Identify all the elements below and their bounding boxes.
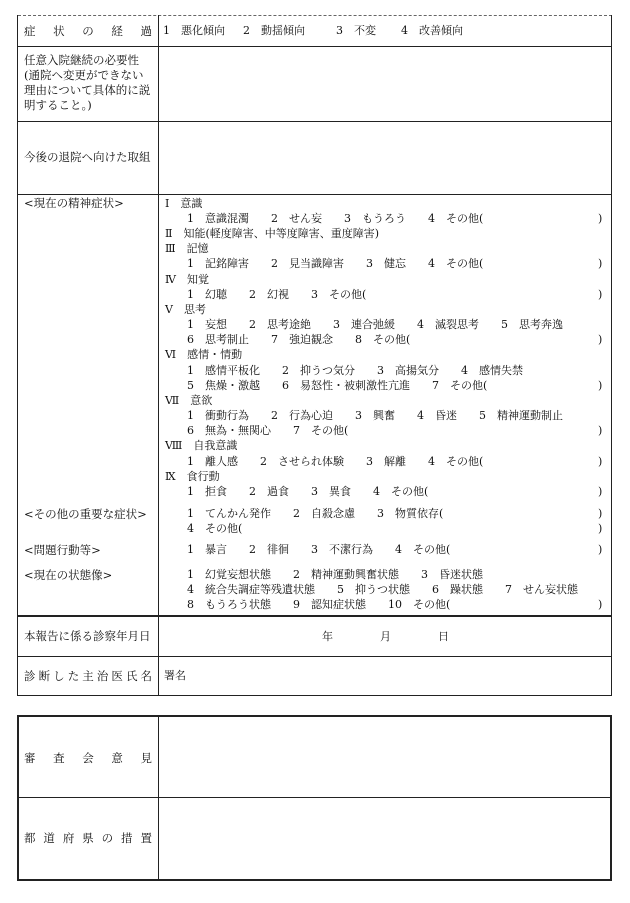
voluntary-label-line: 明すること。) [24, 98, 92, 112]
symptom-option-line[interactable]: 5 焦燥・激越 6 易怒性・被刺激性亢進 7 その他( [187, 379, 488, 392]
close-paren: ) [598, 379, 603, 392]
review-label-char: 会 [82, 751, 94, 765]
lower-table-top-border [17, 715, 612, 717]
close-paren: ) [598, 507, 603, 520]
bottom-border [17, 695, 612, 696]
doctor-label-char: た [67, 669, 80, 683]
voluntary-label-line: 任意入院継続の必要性 [24, 53, 139, 67]
state-line[interactable]: 8 もうろう状態 9 認知症状態 10 その他( [187, 598, 451, 611]
row-divider [17, 46, 612, 47]
prefecture-label-char: 県 [82, 831, 94, 845]
state-label: <現在の状態像> [24, 568, 113, 582]
prefecture-label-char: 府 [62, 831, 75, 845]
prefecture-label-char: 置 [140, 831, 152, 845]
doctor-label-char: 治 [96, 669, 109, 683]
lower-table-bottom-border [17, 879, 612, 881]
row-divider [17, 656, 612, 657]
close-paren: ) [598, 212, 603, 225]
prefecture-label [24, 831, 152, 846]
course-label-char: 経 [111, 24, 123, 38]
symptom-option-line[interactable]: 6 無為・無関心 7 その他( [187, 424, 349, 437]
symptom-option-line[interactable]: 1 離人感 2 させられ体験 3 解離 4 その他( [187, 455, 484, 468]
symptom-option-line[interactable]: 1 意識混濁 2 せん妄 3 もうろう 4 その他( [187, 212, 484, 225]
doctor-label-char: 診 [24, 669, 36, 683]
course-option[interactable]: 1 悪化傾向 [163, 24, 225, 37]
symptom-option-line[interactable]: 6 思考制止 7 強迫観念 8 その他( [187, 333, 411, 346]
state-line[interactable]: 4 統合失調症等残遺状態 5 抑うつ状態 6 躁状態 7 せん妄状態 [187, 583, 578, 596]
review-label-char: 見 [140, 751, 152, 765]
prefecture-label-char: 都 [24, 831, 36, 845]
symptom-category[interactable]: Ⅰ 意識 [165, 197, 203, 210]
review-label-char: 意 [111, 751, 123, 765]
doctor-label-char: 医 [111, 669, 123, 683]
symptom-category[interactable]: Ⅲ 記憶 [165, 242, 209, 255]
lower-row-divider [17, 797, 612, 798]
course-label-char: 症 [24, 24, 36, 38]
state-line[interactable]: 1 幻覚妄想状態 2 精神運動興奮状態 3 昏迷状態 [187, 568, 483, 581]
exam-year[interactable]: 年 [322, 630, 333, 643]
symptom-option-line[interactable]: 1 妄想 2 思考途絶 3 連合弛緩 4 滅裂思考 5 思考奔逸 [187, 318, 563, 331]
doctor-label-char: 氏 [125, 669, 138, 683]
mental-symptoms-label: <現在の精神症状> [24, 196, 124, 210]
prefecture-label-char: 道 [43, 831, 55, 845]
prefecture-label-char: 措 [121, 831, 133, 845]
row-divider [17, 194, 612, 195]
prefecture-label-char: の [101, 831, 114, 845]
voluntary-label-line: 理由について具体的に説 [24, 83, 151, 97]
review-label-char: 査 [53, 751, 65, 765]
behavior-label: <問題行動等> [24, 543, 101, 557]
exam-day[interactable]: 日 [438, 630, 449, 643]
symptom-category[interactable]: Ⅱ 知能(軽度障害、中等度障害、重度障害) [165, 227, 380, 240]
review-label-char: 審 [24, 751, 36, 765]
review-label [24, 751, 152, 766]
voluntary-input-area[interactable] [160, 48, 610, 120]
doctor-label-char: 名 [140, 669, 152, 683]
course-option[interactable]: 2 動揺傾向 [243, 24, 305, 37]
symptom-category[interactable]: Ⅷ 自我意識 [165, 439, 238, 452]
course-option[interactable]: 3 不変 [336, 24, 376, 37]
symptom-category[interactable]: Ⅴ 思考 [165, 303, 206, 316]
symptom-option-line[interactable]: 1 拒食 2 過食 3 異食 4 その他( [187, 485, 429, 498]
review-input-area[interactable] [160, 718, 609, 796]
symptom-option-line[interactable]: 1 幻聴 2 幻視 3 その他( [187, 288, 367, 301]
label-column-divider [158, 15, 159, 616]
doctor-label-char: 断 [38, 669, 51, 683]
close-paren: ) [598, 598, 603, 611]
doctor-label-char: 主 [82, 669, 94, 683]
symptom-category[interactable]: Ⅳ 知覚 [165, 273, 209, 286]
close-paren: ) [598, 424, 603, 437]
doctor-label [24, 669, 152, 684]
exam-month[interactable]: 月 [380, 630, 391, 643]
symptom-option-line[interactable]: 1 記銘障害 2 見当識障害 3 健忘 4 その他( [187, 257, 484, 270]
course-option[interactable]: 4 改善傾向 [401, 24, 463, 37]
behavior-line[interactable]: 1 暴言 2 徘徊 3 不潔行為 4 その他( [187, 543, 451, 556]
symptom-option-line[interactable]: 1 感情平板化 2 抑うつ気分 3 高揚気分 4 感情失禁 [187, 364, 523, 377]
close-paren: ) [598, 543, 603, 556]
outer-right-border [611, 15, 612, 616]
other-symptom-line[interactable]: 1 てんかん発作 2 自殺念慮 3 物質依存( [187, 507, 444, 520]
symptom-category[interactable]: Ⅸ 食行動 [165, 470, 220, 483]
close-paren: ) [598, 455, 603, 468]
course-label [24, 24, 152, 39]
discharge-label: 今後の退院へ向けた取組 [24, 150, 151, 164]
close-paren: ) [598, 333, 603, 346]
course-label-char: 状 [53, 24, 65, 38]
other-symptoms-label: <その他の重要な症状> [24, 507, 147, 521]
top-dashed-border [18, 15, 612, 16]
close-paren: ) [598, 522, 603, 535]
close-paren: ) [598, 485, 603, 498]
close-paren: ) [598, 288, 603, 301]
close-paren: ) [598, 257, 603, 270]
symptom-category[interactable]: Ⅶ 意欲 [165, 394, 213, 407]
row-divider-thick [17, 615, 612, 617]
doctor-label-char: し [53, 669, 65, 683]
symptom-category[interactable]: Ⅵ 感情・情動 [165, 348, 243, 361]
doctor-signature-field[interactable]: 署名 [164, 669, 186, 682]
prefecture-input-area[interactable] [160, 799, 609, 878]
voluntary-label-line: (通院へ変更ができない [24, 68, 144, 82]
outer-left-border [17, 15, 18, 616]
other-symptom-line[interactable]: 4 その他( [187, 522, 243, 535]
course-label-char: 過 [140, 24, 152, 38]
symptom-option-line[interactable]: 1 衝動行為 2 行為心迫 3 興奮 4 昏迷 5 精神運動制止 [187, 409, 563, 422]
row-divider [17, 121, 612, 122]
course-label-char: の [82, 24, 94, 38]
lower-label-divider [158, 716, 159, 880]
exam-date-label: 本報告に係る診察年月日 [24, 629, 151, 643]
discharge-input-area[interactable] [160, 123, 610, 193]
